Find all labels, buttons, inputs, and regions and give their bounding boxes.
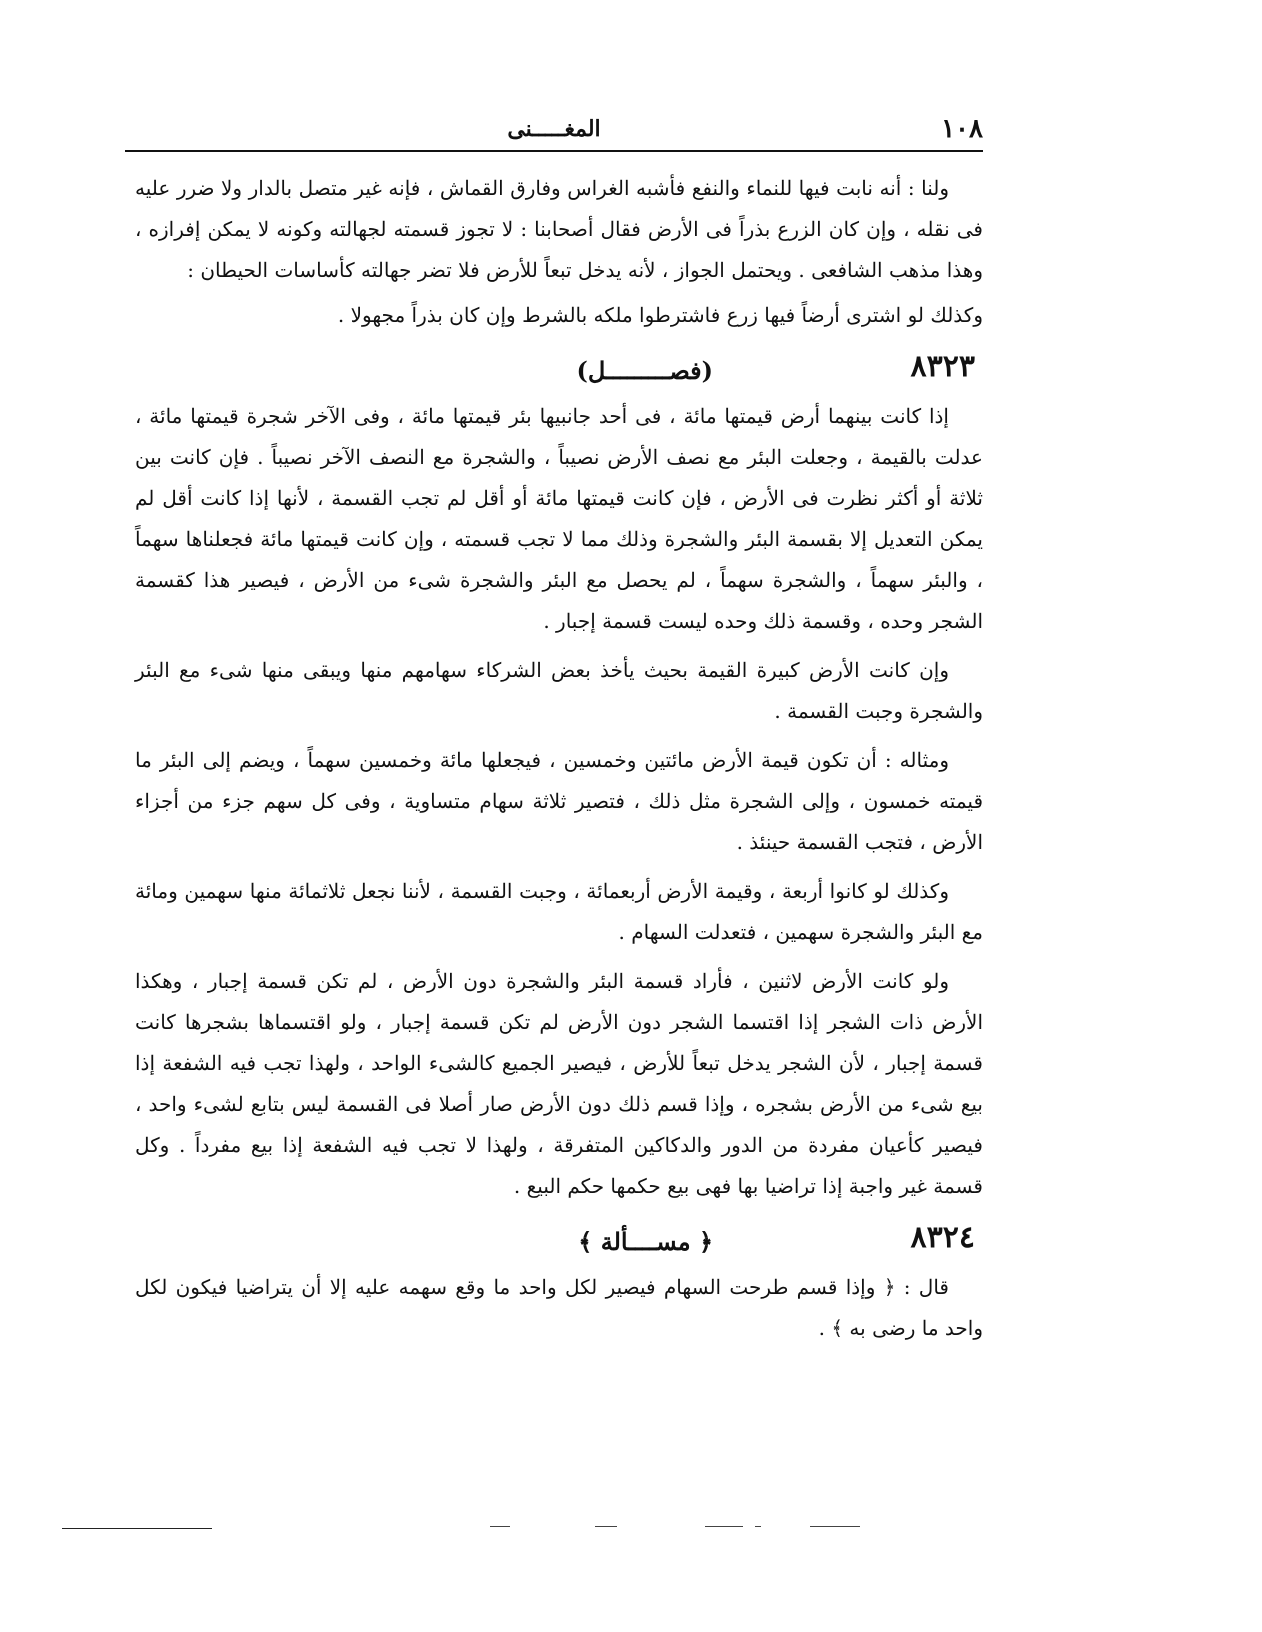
page-body: [135, 168, 983, 1357]
running-title: المغـــــنى: [507, 116, 601, 142]
section-title: ﴿ مســــألة ﴾: [578, 1227, 713, 1256]
page-header: [125, 108, 983, 148]
scan-mark: [755, 1526, 761, 1527]
paragraph: وكذلك لو اشترى أرضاً فيها زرع فاشترطوا ملكه بالشرط وإن كان بذراً مجهولا .: [337, 303, 983, 327]
scan-mark: [595, 1526, 617, 1527]
section-title: (فصـــــــــل): [576, 356, 713, 385]
paragraph: إذا كانت بينهما أرض قيمتها مائة ، فى أحد جانبيها بئر قيمتها مائة ، وفى الآخر شجرة قيمتها مائة ، عدلت بالقيمة ، وجعلت البئر مع نصف الأرض نصيباً ، والشجرة مع النصف الآخر نصيباً . فإن كانت بين ثلاثة أو أكثر نظرت فى الأرض ، فإن كانت قيمتها مائة أو أقل لم تجب القسمة ، لأنها إذا كانت أقل لم يمكن التعديل إلا بقسمة البئر والشجرة وذلك مما لا تجب قسمته ، وإن كانت قيمتها مائة فجعلناها سهماً ، والبئر سهماً ، والشجرة سهماً ، لم يحصل مع البئر والشجرة شىء من الأرض ، فيصير هذا كقسمة الشجر وحده ، وقسمة ذلك وحده ليست قسمة إجبار .: [135, 404, 984, 633]
paragraph: ومثاله : أن تكون قيمة الأرض مائتين وخمسين ، فيجعلها مائة وخمسين سهماً ، ويضم إلى البئر ما قيمته خمسون ، وإلى الشجرة مثل ذلك ، فتصير ثلاثة سهام متساوية ، وفى كل سهم جزء من أجزاء الأرض ، فتجب القسمة حينئذ .: [135, 748, 983, 854]
paragraph: ولو كانت الأرض لاثنين ، فأراد قسمة البئر والشجرة دون الأرض ، لم تكن قسمة إجبار ، وهكذا الأرض ذات الشجر إذا اقتسما الشجر دون الأرض لم تكن قسمة إجبار ، ولو اقتسماها بشجرها كانت قسمة إجبار ، لأن الشجر يدخل تبعاً للأرض ، فيصير الجميع كالشىء الواحد ، ولهذا تجب فيه الشفعة إذا بيع شىء من الأرض بشجره ، وإذا قسم ذلك دون الأرض صار أصلا فى القسمة ليس بتابع لشىء واحد ، فيصير كأعيان مفردة من الدور والدكاكين المتفرقة ، ولهذا لا تجب فيه الشفعة إذا بيع مفرداً . وكل قسمة غير واجبة إذا تراضيا بها فهى بيع حكمها حكم البيع .: [135, 969, 983, 1198]
scan-mark: [810, 1526, 860, 1527]
paragraph: وإن كانت الأرض كبيرة القيمة بحيث يأخذ بعض الشركاء سهامهم منها ويبقى منها شىء مع البئر والشجرة وجبت القسمة .: [135, 658, 983, 723]
paragraph: قال : ﴿ وإذا قسم طرحت السهام فيصير لكل واحد ما وقع سهمه عليه إلا أن يتراضيا فيكون لكل واحد ما رضى به ﴾ .: [135, 1275, 983, 1340]
footnote-rule: [62, 1528, 212, 1529]
scan-mark: [705, 1526, 743, 1527]
paragraph: ولنا : أنه نابت فيها للنماء والنفع فأشبه الغراس وفارق القماش ، فإنه غير متصل بالدار ولا ضرر عليه فى نقله ، وإن كان الزرع بذراً فى الأرض فقال أصحابنا : لا تجوز قسمته لجهالته وكونه لا يمكن إفرازه ، وهذا مذهب الشافعى . ويحتمل الجواز ، لأنه يدخل تبعاً للأرض فلا تضر جهالته كأساسات الحيطان :: [135, 176, 983, 282]
header-rule: [125, 150, 983, 152]
paragraph: وكذلك لو كانوا أربعة ، وقيمة الأرض أربعمائة ، وجبت القسمة ، لأننا نجعل ثلاثمائة منها سهمين ومائة مع البئر والشجرة سهمين ، فتعدلت السهام .: [135, 879, 983, 944]
section-heading: [135, 1215, 983, 1261]
scan-mark: [490, 1526, 510, 1527]
scan-marks: [490, 1526, 870, 1530]
section-heading: [135, 344, 983, 390]
section-number: ٨٣٢٣: [910, 349, 975, 384]
page-number: ١٠٨: [941, 114, 983, 144]
section-number: ٨٣٢٤: [910, 1220, 975, 1255]
